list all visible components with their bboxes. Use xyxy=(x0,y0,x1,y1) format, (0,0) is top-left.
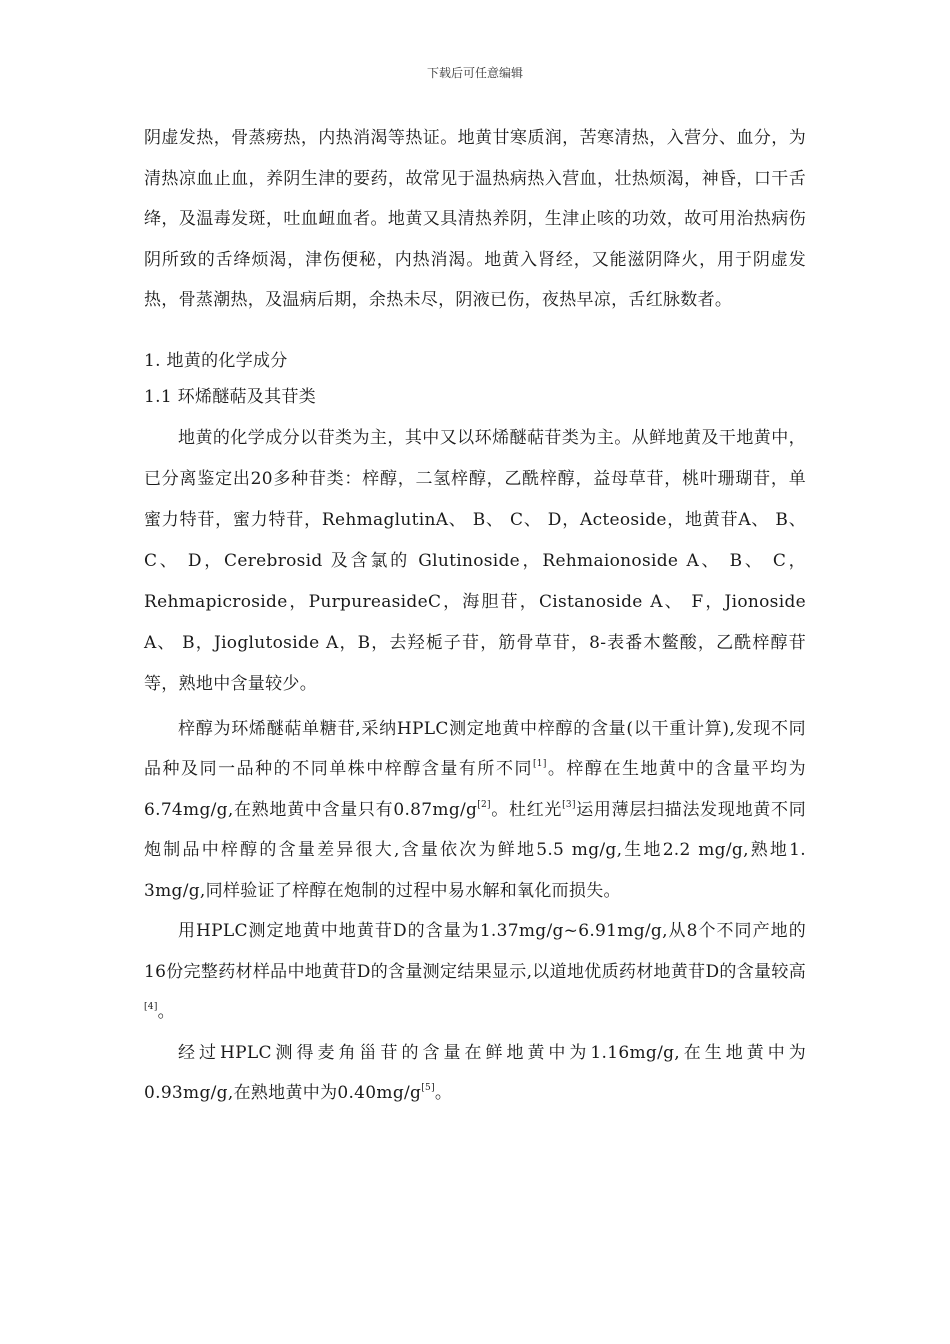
page-header: 下载后可任意编辑 xyxy=(426,66,523,80)
paragraph-text: 。 xyxy=(434,1083,453,1103)
paragraph-text: 。杜红光 xyxy=(490,799,563,820)
paragraph-text: 运用薄层扫描法发现地黄不同炮制品中梓醇的含量差异很大,含量依次为鲜地5.5 mg/g,生地2.2 mg/g,熟地1. 3mg/g,同样验证了梓醇在炮制的过程中易水解和氧化而损失。 xyxy=(144,799,806,901)
paragraph-text: 梓醇为环烯醚萜单糖苷,采纳HPLC测定地黄中梓醇的含量(以干重计算),发现不同品种及同一品种的不同单株中梓醇含量有所不同 xyxy=(144,718,806,779)
paragraph-text: 经过HPLC测得麦角甾苷的含量在鲜地黄中为1.16mg/g,在生地黄中为0.93mg/g,在熟地黄中为0.40mg/g xyxy=(144,1042,806,1103)
citation-ref: [1] xyxy=(533,759,547,769)
paragraph-text: 。梓醇在生地黄中的含量平均为6.74mg/g,在熟地黄中含量只有0.87mg/g xyxy=(144,759,806,820)
paragraph-text: 。 xyxy=(157,1002,175,1022)
citation-ref: [2] xyxy=(477,799,491,810)
citation-ref: [5] xyxy=(421,1083,435,1093)
document-body xyxy=(144,118,806,1114)
citation-ref: [4] xyxy=(144,1002,158,1012)
paragraph-acteoside xyxy=(144,1033,806,1114)
paragraph-glycosides: 地黄的化学成分以苷类为主，其中又以环烯醚萜苷类为主。从鲜地黄及干地黄中，已分离鉴定出20多种苷类：梓醇，二氢梓醇，乙酰梓醇，益母草苷，桃叶珊瑚苷，单蜜力特苷，蜜力特苷，RehmaglutinA、 B、 C、 D，Acteoside，地黄苷A、 B、 C、 D，Cerebrosid 及含氯的 Glutinoside，Rehmaionoside A、 B、 C，Rehmapicroside，PurpureasideC，海胆苷，Cistanoside A、 F，Jionoside A、 B，Jioglutoside A，B，去羟栀子苷，筋骨草苷，8-表番木鳖酸，乙酰梓醇苷等，熟地中含量较少。 xyxy=(144,427,806,694)
paragraph-intro: 阴虚发热，骨蒸痨热，内热消渴等热证。地黄甘寒质润，苦寒清热，入营分、血分，为清热凉血止血，养阴生津的要药，故常见于温热病热入营血，壮热烦渴，神昏，口干舌绛，及温毒发斑，吐血衄血者。地黄又具清热养阴，生津止咳的功效，故可用治热病伤阴所致的舌绛烦渴，津伤便秘，内热消渴。地黄入肾经，又能滋阴降火，用于阴虚发热，骨蒸潮热，及温病后期，余热未尽，阴液已伤，夜热早凉，舌红脉数者。 xyxy=(144,128,806,310)
section-heading-1-1: 1.1 环烯醚萜及其苷类 xyxy=(144,387,317,407)
paragraph-text: 用HPLC测定地黄中地黄苷D的含量为1.37mg/g~6.91mg/g,从8个不同产地的16份完整药材样品中地黄苷D的含量测定结果显示,以道地优质药材地黄苷D的含量较高 xyxy=(144,921,806,982)
citation-ref: [3] xyxy=(562,799,576,810)
section-heading-1: 1. 地黄的化学成分 xyxy=(144,350,288,371)
paragraph-catalpol xyxy=(144,709,806,912)
paragraph-rehmannioside-d xyxy=(144,911,806,1033)
